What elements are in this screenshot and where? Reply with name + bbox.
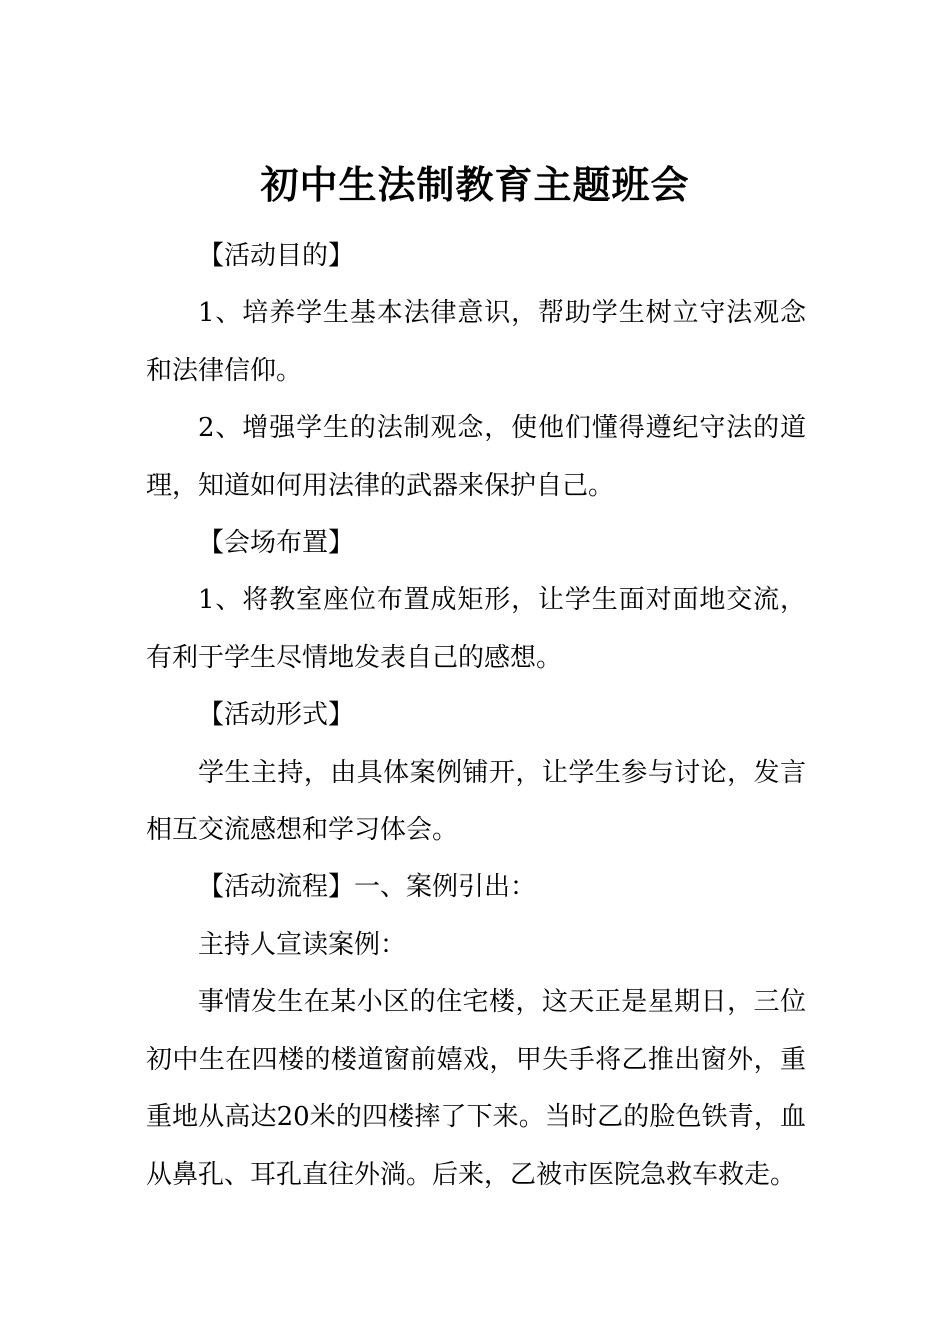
section-heading-activity-purpose: 【活动目的】 <box>198 241 355 271</box>
paragraph-venue-1: 1、将教室座位布置成矩形，让学生面对面地交流，有利于学生尽情地发表自己的感想。 <box>146 585 806 673</box>
paragraph-activity-form: 学生主持，由具体案例铺开，让学生参与讨论，发言相互交流感想和学习体会。 <box>146 757 806 846</box>
paragraph-host-reads-case: 主持人宣读案例： <box>198 929 407 960</box>
paragraph-case-story: 事情发生在某小区的住宅楼，这天正是星期日，三位初中生在四楼的楼道窗前嬉戏，甲失手将乙推出窗外，重重地从高达20米的四楼摔了下来。当时乙的脸色铁青，血从鼻孔、耳孔直往外淌。后来，乙被市医院急救车救走。 <box>146 987 806 1190</box>
section-heading-venue-setup: 【会场布置】 <box>198 528 355 559</box>
document-body <box>146 228 806 1204</box>
section-heading-activity-form: 【活动形式】 <box>198 700 355 731</box>
document-title: 初中生法制教育主题班会 <box>260 162 690 207</box>
section-heading-activity-process: 【活动流程】一、案例引出： <box>198 872 537 903</box>
paragraph-purpose-2: 2、增强学生的法制观念，使他们懂得遵纪守法的道理，知道如何用法律的武器来保护自己。 <box>146 413 806 501</box>
paragraph-purpose-1: 1、培养学生基本法律意识，帮助学生树立守法观念和法律信仰。 <box>146 298 806 386</box>
